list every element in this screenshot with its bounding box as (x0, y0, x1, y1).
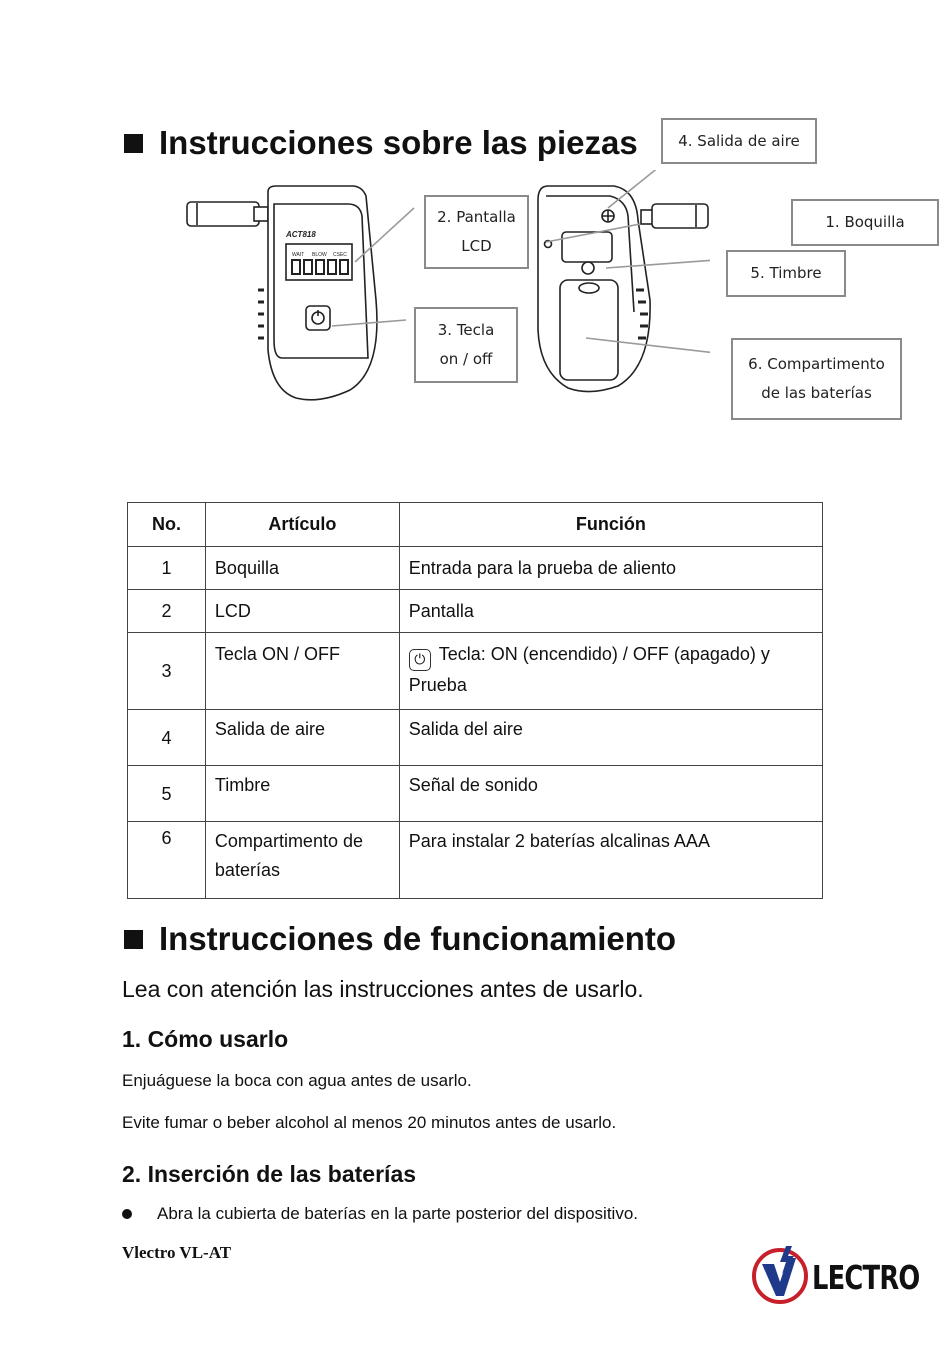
back-device (538, 186, 708, 392)
parts-table (127, 502, 823, 899)
front-device (187, 186, 377, 400)
table-row: 3 Tecla ON / OFF ⏻ Tecla: ON (encendido) / OFF (apagado) y Prueba (128, 633, 823, 710)
footer-model: Vlectro VL-AT (122, 1243, 232, 1262)
table-row: 2 LCD Pantalla (128, 590, 823, 633)
lcd-label-csec: CSEC (333, 252, 347, 258)
power-icon: ⏻ (409, 649, 431, 671)
callout-lcd: 2. Pantalla LCD (424, 195, 529, 269)
section-title-parts: Instrucciones sobre las piezas (124, 124, 638, 162)
brand-logo (750, 1244, 918, 1306)
section-title-operation: Instrucciones de funcionamiento (124, 920, 676, 958)
usage-paragraph-2: Evite fumar o beber alcohol al menos 20 minutos antes de usarlo. (122, 1113, 617, 1132)
lcd-label-wait: WAIT (292, 252, 305, 258)
callout-battery-compartment: 6. Compartimento de las baterías (731, 338, 902, 420)
square-bullet-icon (124, 134, 143, 153)
callout-power-key: 3. Tecla on / off (414, 307, 518, 383)
subsection-title-usage: 1. Cómo usarlo (122, 1026, 289, 1052)
table-header-row (128, 503, 823, 547)
callout-air-outlet: 4. Salida de aire (661, 118, 817, 164)
table-row: 6 Compartimento de baterías Para instalar 2 baterías alcalinas AAA (128, 822, 823, 899)
table-row: 5 Timbre Señal de sonido (128, 766, 823, 822)
callout-buzzer: 5. Timbre (726, 250, 846, 297)
lcd-label-blow: BLOW (312, 252, 327, 258)
table-row: 1 Boquilla Entrada para la prueba de aliento (128, 547, 823, 590)
logo-text: LECTRO (812, 1258, 920, 1297)
header-item: Artículo (205, 503, 399, 547)
battery-bullet-item: Abra la cubierta de baterías en la parte posterior del dispositivo. (122, 1204, 638, 1224)
header-function: Función (399, 503, 822, 547)
device-brand-label: ACT818 (286, 230, 316, 239)
subsection-title-batteries: 2. Inserción de las baterías (122, 1161, 417, 1187)
callout-mouthpiece: 1. Boquilla (791, 199, 939, 246)
table-row: 4 Salida de aire Salida del aire (128, 710, 823, 766)
header-no: No. (128, 503, 206, 547)
usage-paragraph-1: Enjuáguese la boca con agua antes de usarlo. (122, 1071, 472, 1090)
square-bullet-icon (124, 930, 143, 949)
operation-intro: Lea con atención las instrucciones antes de usarlo. (122, 976, 644, 1002)
dot-bullet-icon (122, 1209, 132, 1219)
logo-v-bolt-icon (750, 1244, 810, 1306)
